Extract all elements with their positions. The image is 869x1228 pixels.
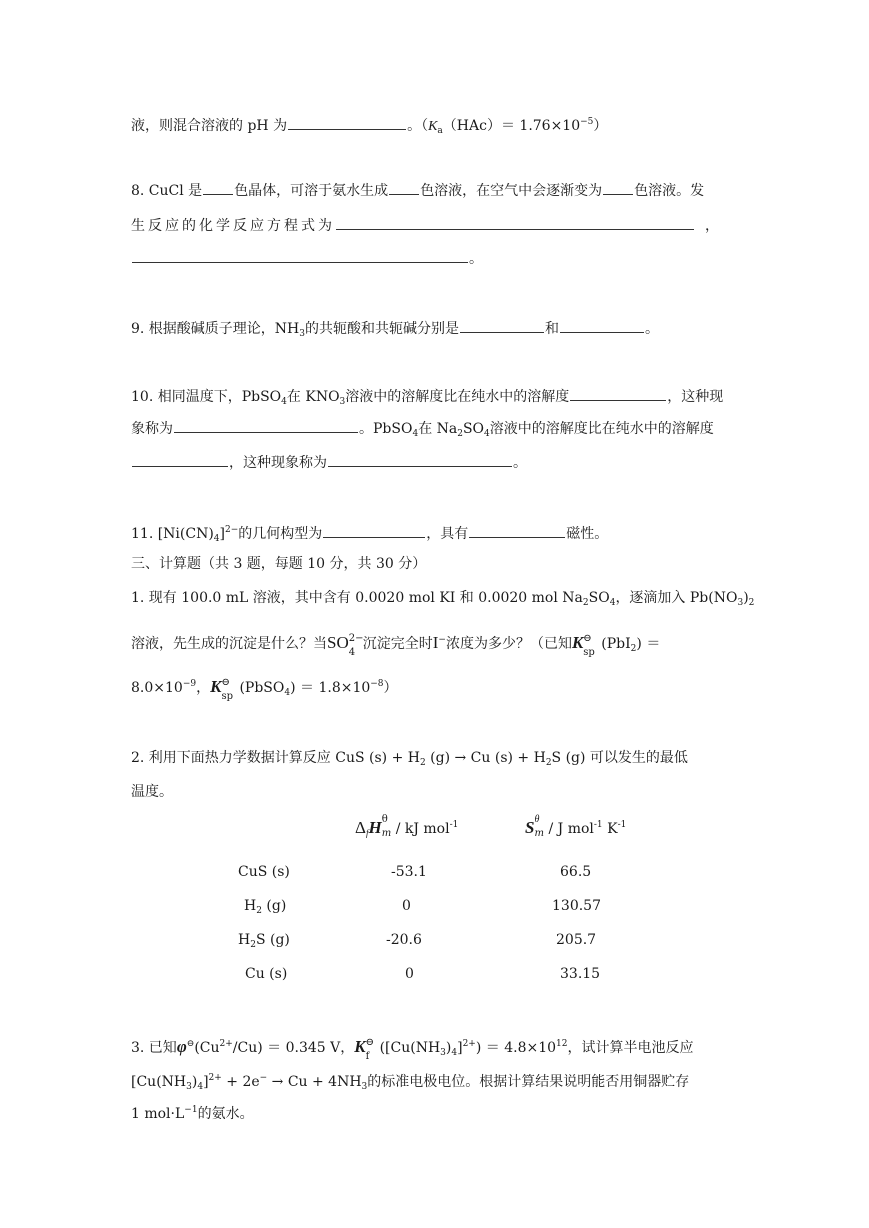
q7-tail-line: 液，则混合溶液的 pH 为 。$(K_a(HAc)= 1.76\times 10^{-5})$ [131,117,608,136]
answer-blank[interactable] [389,180,419,195]
table-cell-s: 33.15 [560,966,601,982]
table-row-species: $H_2$ (g) [244,898,287,916]
table-cell-s: 130.57 [552,898,601,914]
section-heading: 三、计算题（共 3 题，每题 10 分，共 30 分） [131,556,427,572]
calc3-line-1: 3. 已知$\varphi^⊖(Cu^{2+}/Cu) = 0.345$ V，K ⊖ f $([Cu(NH_3)_4]^{2+}) = 4.8\times 10^{12}$，试计算半电池反应 [131,1037,694,1062]
answer-blank[interactable] [174,418,358,433]
table-cell-dh: -20.6 [386,932,422,948]
q9-line: 9. 根据酸碱质子理论，$NH_3$的共轭酸和共轭碱分别是 和 。 [131,318,659,344]
answer-blank[interactable] [460,318,544,333]
answer-blank[interactable] [132,452,228,467]
table-row-species: CuS (s) [238,864,290,880]
answer-blank[interactable] [560,318,644,333]
q8-line-3: 。 [131,248,483,269]
answer-blank[interactable] [603,180,633,195]
answer-blank[interactable] [469,523,565,538]
calc3-line-2: $[Cu(NH_3)_4]^{2+} + 2e^- \to Cu + 4NH_3$的标准电极电位。根据计算结果说明能否用铜器贮存 [131,1073,690,1092]
calc2-line-1: 2. 利用下面热力学数据计算反应 CuS $(s) + H_2$ (g) → Cu $(s) + H_2S$ (g) 可以发生的最低 [131,750,688,768]
calc1-line-3: $8.0\times 10^{-9}$，K ⊖ sp (PbSO$_4$) ＝ $1.8\times 10^{-8}$） [131,677,398,702]
table-cell-dh: -53.1 [391,864,427,880]
table-cell-dh: 0 [402,898,411,914]
calc3-line-3: 1 $mol\cdot L^{-1}$的氨水。 [131,1105,254,1122]
table-cell-s: 66.5 [560,864,592,880]
table-row-species: Cu (s) [245,966,288,982]
answer-blank[interactable] [132,248,468,263]
answer-blank[interactable] [323,523,425,538]
answer-blank[interactable] [203,180,233,195]
calc1-line-1: 1. 现有 100.0 mL 溶液，其中含有 0.0020 mol KI 和 0.0020 mol $Na_2SO_4$，逐滴加入 $Pb(NO_3)_2$ [131,590,755,608]
col-header-enthalpy: $\Delta_fH$ θ m / kJ mol$^{-1}$ [355,814,459,839]
answer-blank[interactable] [336,215,694,230]
q8-line-2: 生反应的化学反应方程式为 ， [131,215,722,236]
calc2-line-2: 温度。 [131,784,173,800]
q10-line-2: 象称为 。PbSO$_4$在 $Na_2SO_4$溶液中的溶解度比在纯水中的溶解度 [131,418,714,444]
q11-line: 11. $[Ni(CN)_4]^{2-}$的几何构型为 ，具有 磁性。 [131,525,609,544]
answer-blank[interactable] [570,386,666,401]
answer-blank[interactable] [328,452,512,467]
table-cell-s: 205.7 [556,932,597,948]
q8-line-1: 8. CuCl 是 色晶体，可溶于氨水生成 色溶液，在空气中会逐渐变为 色溶液。发 [131,180,704,201]
answer-blank[interactable] [288,115,406,130]
q10-line-3: ，这种现象称为 。 [131,452,527,473]
table-cell-dh: 0 [405,966,414,982]
calc1-line-2: 溶液，先生成的沉淀是什么？当SO 2− 4 沉淀完全时I−浓度为多少？（已知K ⊖ sp (PbI$_2$) ＝ [131,633,661,658]
q10-line-1: 10. 相同温度下，PbSO$_4$在 $KNO_3$溶液中的溶解度比在纯水中的溶解度 ，这种现 [131,386,723,412]
col-header-entropy: S θ m / J mol$^{-1}$ $K^{-1}$ [525,814,627,839]
table-row-species: $H_2S$ (g) [238,932,290,950]
